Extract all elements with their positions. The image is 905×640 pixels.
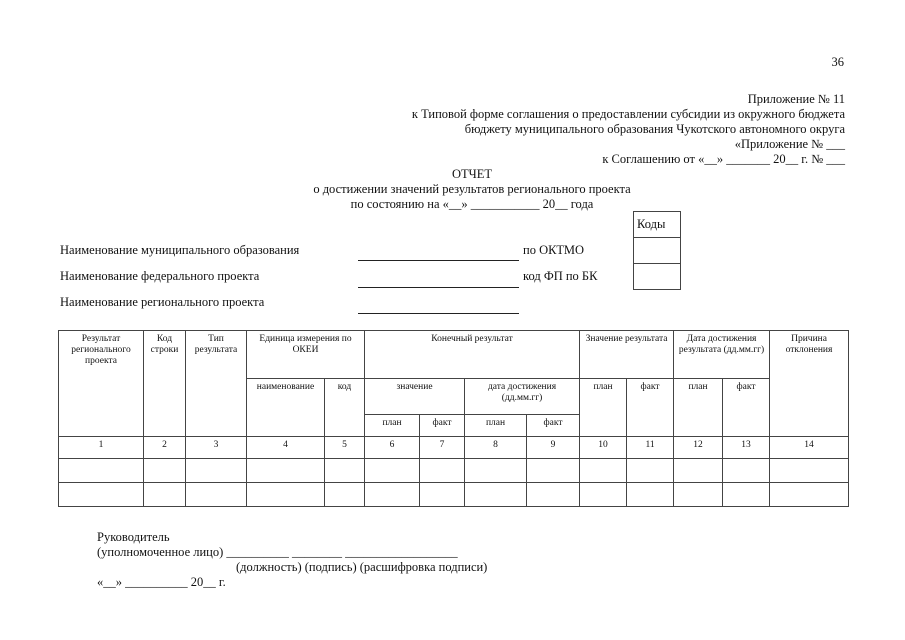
field-line-municipality[interactable] xyxy=(358,260,519,261)
signature-captions: (должность) (подпись) (расшифровка подписи) xyxy=(236,560,488,574)
field-label-regional-project: Наименование регионального проекта xyxy=(60,295,265,309)
col-num: 11 xyxy=(627,437,674,459)
cell[interactable] xyxy=(365,483,420,507)
cell[interactable] xyxy=(365,459,420,483)
header-unit-name: наименование xyxy=(247,379,325,437)
appendix-line-3: «Приложение № ___ xyxy=(734,137,845,151)
cell[interactable] xyxy=(723,459,770,483)
cell[interactable] xyxy=(580,459,627,483)
header-date-fact: факт xyxy=(723,379,770,437)
header-result: Результат регионального проекта xyxy=(59,331,144,437)
report-subtitle: о достижении значений результатов регионального проекта xyxy=(313,182,631,196)
header-final-result: Конечный результат xyxy=(365,331,580,379)
codes-header: Коды xyxy=(634,212,681,238)
appendix-line-2: бюджету муниципального образования Чукотского автономного округа xyxy=(464,122,845,136)
appendix-line-4: к Соглашению от «__» _______ 20__ г. № ___ xyxy=(602,152,845,166)
col-num: 6 xyxy=(365,437,420,459)
table-row xyxy=(59,459,849,483)
col-num: 10 xyxy=(580,437,627,459)
header-result-date: Дата достижения результата (дд.мм.гг) xyxy=(674,331,770,379)
page-number: 36 xyxy=(831,55,844,69)
col-num: 9 xyxy=(527,437,580,459)
cell[interactable] xyxy=(580,483,627,507)
signature-head: Руководитель xyxy=(97,530,170,544)
col-num: 5 xyxy=(325,437,365,459)
field-label-municipality: Наименование муниципального образования xyxy=(60,243,300,257)
column-number-row xyxy=(59,437,849,459)
oktmo-code-cell[interactable] xyxy=(634,238,681,264)
col-num: 14 xyxy=(770,437,849,459)
cell[interactable] xyxy=(770,459,849,483)
appendix-line-1: к Типовой форме соглашения о предоставлении субсидии из окружного бюджета xyxy=(411,107,845,121)
header-final-date-plan: план xyxy=(465,415,527,437)
report-date-line: по состоянию на «__» ___________ 20__ года xyxy=(350,197,594,211)
results-table xyxy=(58,330,849,507)
cell[interactable] xyxy=(325,459,365,483)
header-reason: Причина отклонения xyxy=(770,331,849,437)
cell[interactable] xyxy=(420,459,465,483)
header-final-date-fact: факт xyxy=(527,415,580,437)
header-value-fact: факт xyxy=(627,379,674,437)
report-title: ОТЧЕТ xyxy=(451,167,493,181)
col-num: 8 xyxy=(465,437,527,459)
cell[interactable] xyxy=(186,483,247,507)
field-label-federal-project: Наименование федерального проекта xyxy=(60,269,260,283)
col-num: 4 xyxy=(247,437,325,459)
col-num: 3 xyxy=(186,437,247,459)
field-line-federal-project[interactable] xyxy=(358,287,519,288)
cell[interactable] xyxy=(465,483,527,507)
cell[interactable] xyxy=(59,459,144,483)
col-num: 13 xyxy=(723,437,770,459)
codes-table xyxy=(633,211,681,290)
signature-date[interactable]: «__» __________ 20__ г. xyxy=(97,575,226,589)
header-unit: Единица измерения по ОКЕИ xyxy=(247,331,365,379)
cell[interactable] xyxy=(247,459,325,483)
col-num: 1 xyxy=(59,437,144,459)
cell[interactable] xyxy=(527,459,580,483)
cell[interactable] xyxy=(627,483,674,507)
field-line-regional-project[interactable] xyxy=(358,313,519,314)
header-row-code: Код строки xyxy=(144,331,186,437)
cell[interactable] xyxy=(465,459,527,483)
header-final-value-plan: план xyxy=(365,415,420,437)
cell[interactable] xyxy=(723,483,770,507)
cell[interactable] xyxy=(144,483,186,507)
cell[interactable] xyxy=(770,483,849,507)
header-final-date: дата достижения (дд.мм.гг) xyxy=(465,379,580,415)
cell[interactable] xyxy=(186,459,247,483)
header-result-type: Тип результата xyxy=(186,331,247,437)
cell[interactable] xyxy=(247,483,325,507)
signature-authorized-line[interactable]: (уполномоченное лицо) __________ ________ __________________ xyxy=(97,545,458,559)
col-num: 12 xyxy=(674,437,723,459)
cell[interactable] xyxy=(59,483,144,507)
table-row xyxy=(59,483,849,507)
field-code-label-oktmo: по ОКТМО xyxy=(523,243,585,257)
fp-code-cell[interactable] xyxy=(634,264,681,290)
col-num: 2 xyxy=(144,437,186,459)
appendix-title: Приложение № 11 xyxy=(747,92,845,106)
header-final-value: значение xyxy=(365,379,465,415)
header-date-plan: план xyxy=(674,379,723,437)
cell[interactable] xyxy=(325,483,365,507)
header-value-plan: план xyxy=(580,379,627,437)
cell[interactable] xyxy=(674,483,723,507)
header-unit-code: код xyxy=(325,379,365,437)
field-code-label-fp: код ФП по БК xyxy=(523,269,598,283)
header-final-value-fact: факт xyxy=(420,415,465,437)
header-result-value: Значение результата xyxy=(580,331,674,379)
cell[interactable] xyxy=(144,459,186,483)
cell[interactable] xyxy=(527,483,580,507)
cell[interactable] xyxy=(627,459,674,483)
cell[interactable] xyxy=(420,483,465,507)
cell[interactable] xyxy=(674,459,723,483)
col-num: 7 xyxy=(420,437,465,459)
